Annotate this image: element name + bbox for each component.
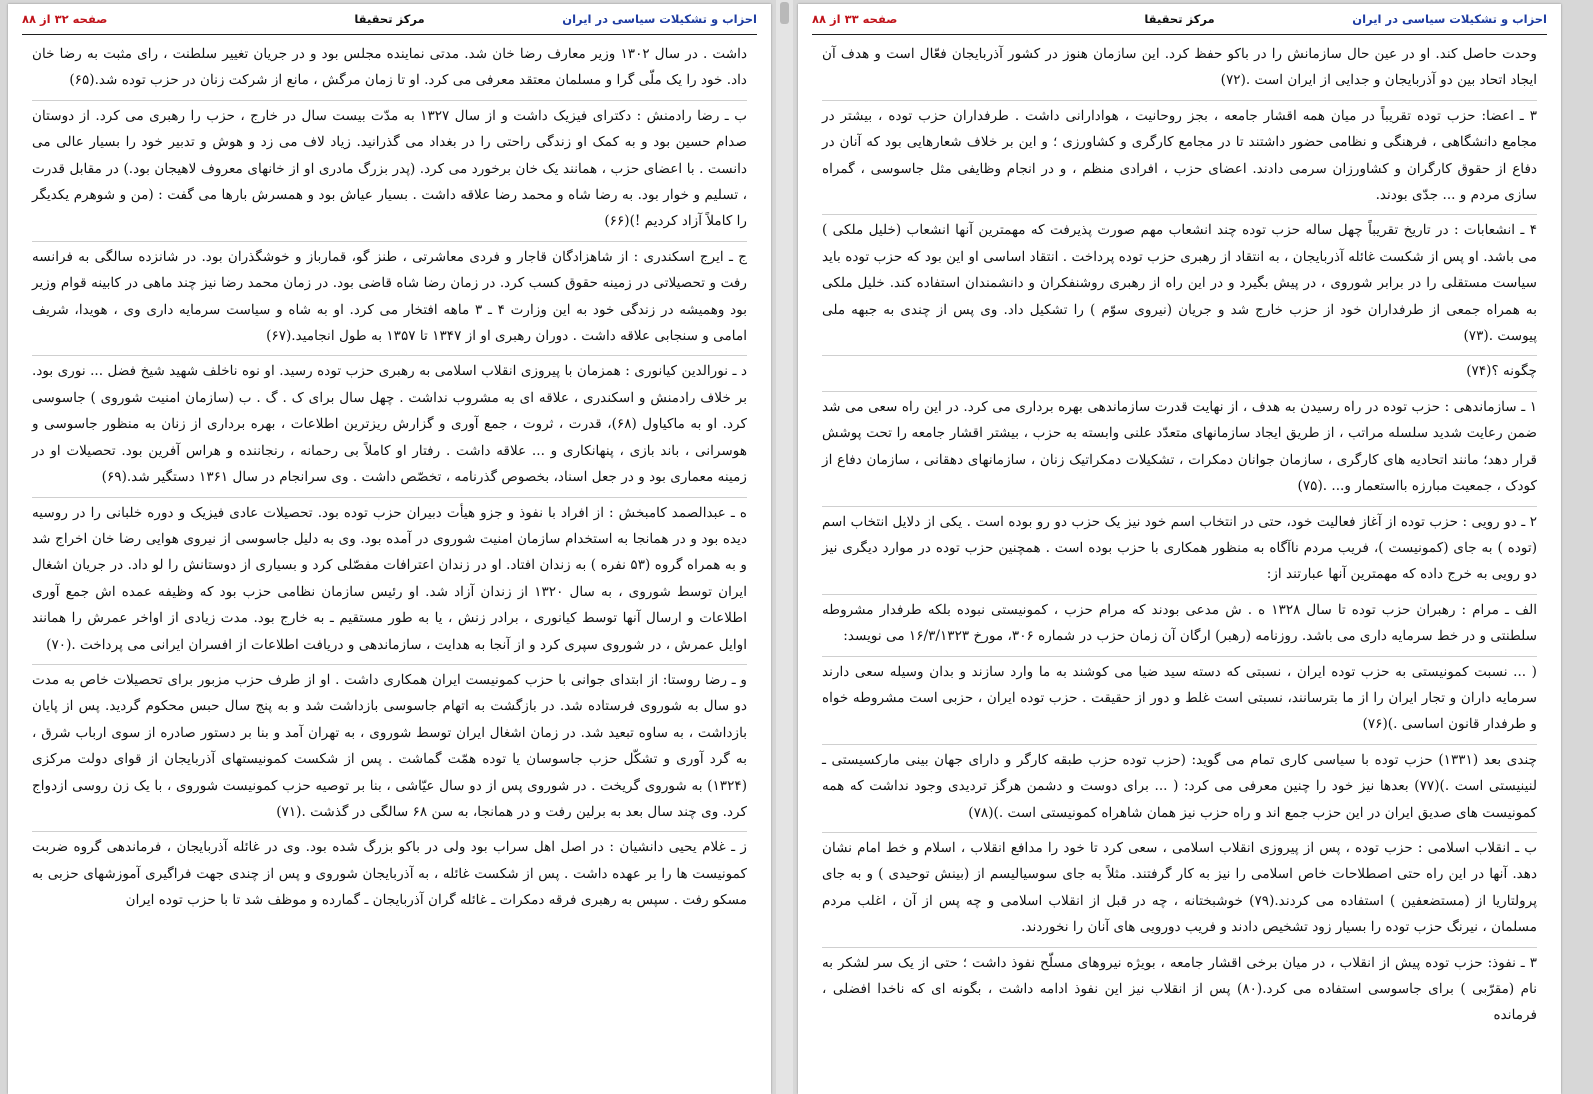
page-header	[812, 4, 1547, 35]
paragraph: ب ـ انقلاب اسلامی : حزب توده ، پس از پیروزی انقلاب اسلامی ، سعی کرد تا خود را مدافع انقلاب ، اسلام و خط امام نشان دهد. آنها در این راه حتی اصطلاحات خاص اسلامی را نیز به کار گرفتند. مثلاً به جای سوسیالیسم از (بینش توحیدی ) و به جای پرولتاریا از (مستضعفین ) استفاده می کردند.(۷۹) خوشبختانه ، چه در قبل از انقلاب اسلامی و چه پس از آن ، اغلب مردم مسلمان ، نیرنگ حزب توده را بسیار زود تشخیص دادند و فریب دورویی های آنان را نخوردند.	[822, 835, 1537, 948]
paragraph: ب ـ رضا رادمنش : دکترای فیزیک داشت و از سال ۱۳۲۷ به مدّت بیست سال در خارج ، حزب را رهبری می کرد. از دوستان صدام حسین بود و به کمک او زندگی راحتی را در بغداد می گذرانید. زیاد لاف می زد و هوش و تدبیر خود را بسیار عالی می دانست . با اعضای حزب ، همانند یک خان برخورد می کرد. (پدر بزرگ مادری او از خانهای معروف لاهیجان بود.) در مقابل قدرت ، تسلیم و خوار بود. به رضا شاه و محمد رضا علاقه داشت . بسیار عیاش بود و همسرش بارها می گفت : (من و شوهرم یکدیگر را کاملاً آزاد کردیم !)(۶۶)	[32, 103, 747, 242]
paragraph: چگونه ؟(۷۴)	[822, 358, 1537, 391]
header-title: احزاب و تشکیلات سیاسی در ایران	[562, 12, 757, 26]
scrollbar-thumb[interactable]	[780, 2, 789, 24]
paragraph: ۲ ـ دو رویی : حزب توده از آغاز فعالیت خود، حتی در انتخاب اسم خود نیز یک حزب دو رو بوده است . یکی از دلایل انتخاب اسم (توده ) به جای (کمونیست )، فریب مردم ناآگاه به منظور همکاری با حزب بوده است . همچنین حزب توده در موارد دیگری نیز دو رویی به خرج داده که مهمترین آنها عبارتند از:	[822, 509, 1537, 595]
header-title: احزاب و تشکیلات سیاسی در ایران	[1352, 12, 1547, 26]
paragraph: ( ... نسبت کمونیستی به حزب توده ایران ، نسبتی که دسته سید ضیا می کوشند به ما وارد سازند و بدان وسیله سعی دارند سرمایه داران و تجار ایران را از ما بترسانند، نسبتی است غلط و دور از حقیقت . حزب توده ایران ، حزبی است مشروطه خواه و طرفدار قانون اساسی .)(۷۶)	[822, 659, 1537, 745]
paragraph: ۳ ـ اعضا: حزب توده تقریباً در میان همه اقشار جامعه ، بجز روحانیت ، هوادارانی داشت . طرفداران حزب توده ، بیشتر در مجامع دانشگاهی ، فرهنگی و نظامی حضور داشتند تا در مجامع کارگری و کشاورزی ؛ و این بر خلاف شعارهایی بود که آنان در دفاع از حقوق کارگران و کشاورزان سرمی دادند. اعضای حزب ، افرادی منظم ، و در انجام وظایفی مثل جاسوسی ، گمراه سازی مردم و ... جدّی بودند.	[822, 103, 1537, 216]
page-33	[798, 4, 1561, 1094]
page-number: صفحه ۳۳ از ۸۸	[812, 12, 898, 26]
page-body	[32, 41, 747, 920]
paragraph: ز ـ غلام یحیی دانشیان : در اصل اهل سراب بود ولی در باکو بزرگ شده بود. وی در غائله آذربایجان ، فرماندهی گروه ضربت کمونیست ها را بر عهده داشت . پس از شکست غائله ، به آذربایجان شوروی و پس از چندی جهت فراگیری آموزشهای حزبی به مسکو رفت . سپس به رهبری فرقه دمکرات ـ غائله گران آذربایجان ـ گمارده و موظف شد تا با حزب توده ایران	[32, 839, 747, 909]
header-center-label: مرکز تحقیقا	[1144, 12, 1215, 26]
paragraph: ۱ ـ سازماندهی : حزب توده در راه رسیدن به هدف ، از نهایت قدرت سازماندهی بهره برداری می کرد. در این راه سعی می شد ضمن رعایت شدید سلسله مراتب ، از طریق ایجاد سازمانهای متعدّد علنی وابسته به حزب ، بیشتر اقشار جامعه را تحت پوشش قرار دهد؛ مانند اتحادیه های کارگری ، سازمان جوانان دمکرات ، تشکیلات دمکراتیک زنان ، سازمانهای دهقانی ، سازمان دفاع از کودک ، جمعیت مبارزه بااستعمار و... .(۷۵)	[822, 394, 1537, 507]
page-number: صفحه ۳۲ از ۸۸	[22, 12, 108, 26]
paragraph: چندی بعد (۱۳۳۱) حزب توده با سیاسی کاری تمام می گوید: (حزب توده حزب طبقه کارگر و دارای جهان بینی مارکسیستی ـ لنینیستی است .)(۷۷) بعدها نیز خود را چنین معرفی می کرد: ( ... برای دوست و دشمن هرگز تردیدی وجود نداشت که همه کمونیست های صدیق ایران در این حزب جمع اند و راه حزب نیز همان شاهراه کمونیستی است .)(۷۸)	[822, 747, 1537, 833]
vertical-scrollbar[interactable]	[776, 0, 793, 1094]
paragraph: ج ـ ایرج اسکندری : از شاهزادگان قاجار و فردی معاشرتی ، طنز گو، قمارباز و خوشگذران بود. در شانزده سالگی به فرانسه رفت و تحصیلاتی در زمینه حقوق کسب کرد. در زمان رضا شاه قاضی بود. در زمان محمد رضا نیز چند ماهی در کابینه قوام وزیر بود وهمیشه در زندگی خود به این وزارت ۴ ـ ۳ ماهه افتخار می کرد. او به شاه و سیاست سرمایه داری وی ، هویدا، شریف امامی و سنجابی علاقه داشت . دوران رهبری او از ۱۳۴۷ تا ۱۳۵۷ به طول انجامید.(۶۷)	[32, 244, 747, 357]
paragraph: د ـ نورالدین کیانوری : همزمان با پیروزی انقلاب اسلامی به رهبری حزب توده رسید. او نوه ناخلف شهید شیخ فضل ... نوری بود. بر خلاف رادمنش و اسکندری ، علاقه ای به مشروب نداشت . چهل سال برای ک . گ . ب (سازمان امنیت شوروی ) جاسوسی کرد. او به ماکیاول (۶۸)، قدرت ، ثروت ، جمع آوری و گزارش ریزترین اطلاعات ، بهره برداری از زنان به منظور جاسوسی و هوسرانی ، باند بازی ، پنهانکاری و ... علاقه داشت . رفتار او کاملاً بی رحمانه ، رنجاننده و هراس آفرین بود. تحصیلات او در زمینه معماری بود و در جعل اسناد، بخصوص گذرنامه ، تخصّص داشت . وی سرانجام در سال ۱۳۶۱ دستگیر شد.(۶۹)	[32, 358, 747, 497]
paragraph: ه ـ عبدالصمد کامبخش : از افراد با نفوذ و جزو هیأت دبیران حزب توده بود. تحصیلات عادی فیزیک و دوره خلبانی را در روسیه دیده بود و در همانجا به استخدام سازمان امنیت شوروی در آمده بود. وی به دلیل جاسوسی از نیروی هوایی رضا خان اخراج شد و به همراه گروه (۵۳ نفره ) به زندان افتاد. او در زندان اعترافات مفصّلی کرد و بسیاری از دوستانش را لو داد. در جریان اشغال ایران توسط شوروی ، به سال ۱۳۲۰ از زندان آزاد شد. او رئیس سازمان نظامی حزب بود که وظیفه عمده اش جمع آوری اطلاعات و ارسال آنها توسط کیانوری ، برادر زنش ، یا به طور مستقیم ـ به خارج بود. مدت زیادی از اواخر عمرش را همانند اوایل عمرش ، در شوروی سپری کرد و از آنجا به هدایت ، سازماندهی و دریافت اطلاعات از افسران ایرانی می پرداخت .(۷۰)	[32, 500, 747, 665]
paragraph: داشت . در سال ۱۳۰۲ وزیر معارف رضا خان شد. مدتی نماینده مجلس بود و در جریان تغییر سلطنت ، رای مثبت به رضا خان داد. خود را یک ملّی گرا و مسلمان معتقد معرفی می کرد. او تا زمان مرگش ، مانع از شرکت زنان در حزب توده شد.(۶۵)	[32, 41, 747, 101]
page-body	[822, 41, 1537, 1035]
page-32	[8, 4, 771, 1094]
paragraph: الف ـ مرام : رهبران حزب توده تا سال ۱۳۲۸ ه . ش مدعی بودند که مرام حزب ، کمونیستی نبوده بلکه طرفدار مشروطه سلطنتی و در خط سرمایه داری می باشد. روزنامه (رهبر) ارگان آن زمان حزب در شماره ۳۰۶، مورخ ۱۶/۳/۱۳۲۳ می نویسد:	[822, 597, 1537, 657]
paragraph: ۳ ـ نفوذ: حزب توده پیش از انقلاب ، در میان برخی اقشار جامعه ، بویژه نیروهای مسلّح نفوذ داشت ؛ حتی از یک سر لشکر به نام (مقرّبی ) برای جاسوسی استفاده می کرد.(۸۰) پس از انقلاب نیز این نفوذ ادامه داشت ، بگونه ای که ناخدا افضلی ، فرمانده	[822, 954, 1537, 1024]
paragraph: وحدت حاصل کند. او در عین حال سازمانش را در باکو حفظ کرد. این سازمان هنوز در کشور آذربایجان فعّال است و هدف آن ایجاد اتحاد بین دو آذربایجان و جدایی از ایران است .(۷۲)	[822, 41, 1537, 101]
header-center-label: مرکز تحقیقا	[354, 12, 425, 26]
page-header	[22, 4, 757, 35]
paragraph: ۴ ـ انشعابات : در تاریخ تقریباً چهل ساله حزب توده چند انشعاب مهم صورت پذیرفت که مهمترین آنها انشعاب (خلیل ملکی ) می باشد. او پس از شکست غائله آذربایجان ، به انتقاد از رهبری حزب توده پرداخت . انتقاد اساسی او این بود که حزب توده باید سیاست مستقلی را در برابر شوروی ، در پیش بگیرد و در این راه از رهبری روشنفکران و دانشمندان استفاده کند. خلیل ملکی به همراه جمعی از طرفداران خود از حزب خارج شد و جریان (نیروی سوّم ) را تشکیل داد. وی پس از چندی به جبهه ملی پیوست .(۷۳)	[822, 217, 1537, 356]
paragraph: و ـ رضا روستا: از ابتدای جوانی با حزب کمونیست ایران همکاری داشت . او از طرف حزب مزبور برای تحصیلات خاص به مدت دو سال به شوروی فرستاده شد. در بازگشت به اتهام جاسوسی بازداشت شد و به پنج سال حبس محکوم گردید. پس از پایان بازداشت ، به ساوه تبعید شد. در زمان اشغال ایران توسط شوروی ، به تهران آمد و بنا بر دستور صادره از سوی ارباب شرق ، به گرد آوری و تشکّل حزب جاسوسان یا توده همّت گماشت . پس از شکست کمونیستهای آذربایجان از قوای دولت مرکزی (۱۳۲۴) به شوروی گریخت . در شوروی پس از دو سال عیّاشی ، بنا بر توصیه حزب کمونیست شوروی ، با یک زن روسی ازدواج کرد. وی چند سال بعد به برلین رفت و در همانجا، به سن ۶۸ سالگی در گذشت .(۷۱)	[32, 667, 747, 832]
